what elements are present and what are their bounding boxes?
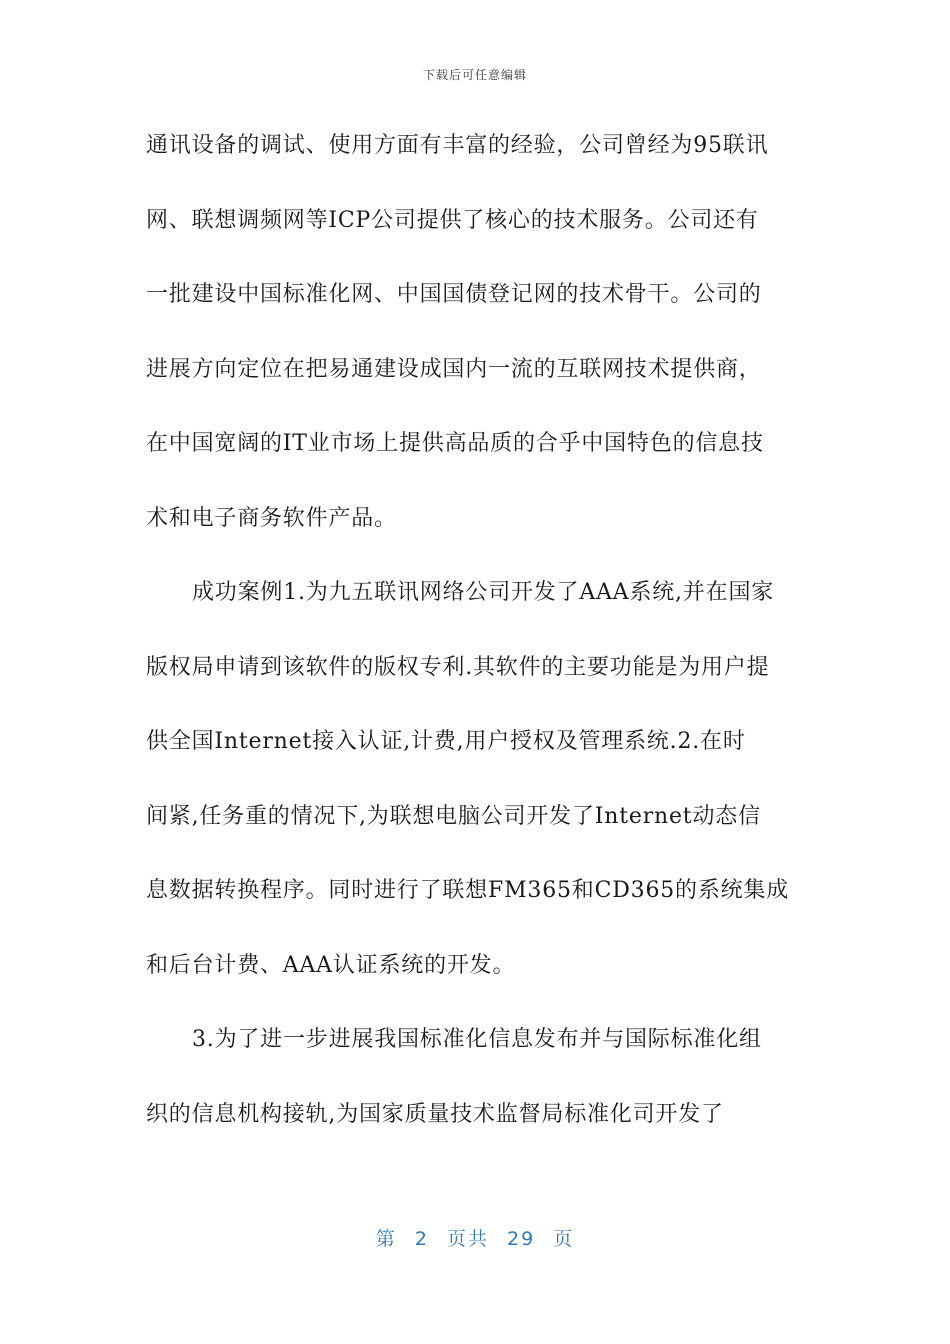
- page-header: 下载后可任意编辑: [422, 68, 527, 82]
- text-line-paragraph-start: 3.为了进一步进展我国标准化信息发布并与国际标准化组: [192, 1027, 762, 1052]
- text-line: 和后台计费、AAA认证系统的开发。: [146, 952, 516, 978]
- document-body: [146, 126, 806, 1169]
- page-number-footer: 第 2 页共 29 页: [375, 1228, 575, 1250]
- text-line: 息数据转换程序。同时进行了联想FM365和CD365的系统集成: [146, 878, 790, 903]
- text-line: 供全国Internet接入认证,计费,用户授权及管理系统.2.在时: [146, 729, 746, 754]
- text-line: 织的信息机构接轨,为国家质量技术监督局标准化司开发了: [146, 1101, 724, 1127]
- text-line: 进展方向定位在把易通建设成国内一流的互联网技术提供商，: [146, 356, 762, 382]
- text-line: 在中国宽阔的IT业市场上提供高品质的合乎中国特色的信息技: [146, 431, 764, 456]
- text-line: 间紧,任务重的情况下,为联想电脑公司开发了Internet动态信: [146, 803, 761, 829]
- text-line-paragraph-start: 成功案例1.为九五联讯网络公司开发了AAA系统,并在国家: [192, 580, 775, 605]
- text-line: 通讯设备的调试、使用方面有丰富的经验，公司曾经为95联讯: [146, 133, 769, 158]
- text-line: 术和电子商务软件产品。: [146, 505, 397, 531]
- text-line: 版权局申请到该软件的版权专利.其软件的主要功能是为用户提: [146, 654, 770, 680]
- text-line: 一批建设中国标准化网、中国国债登记网的技术骨干。公司的: [146, 282, 762, 307]
- text-line: 网、联想调频网等ICP公司提供了核心的技术服务。公司还有: [146, 207, 759, 233]
